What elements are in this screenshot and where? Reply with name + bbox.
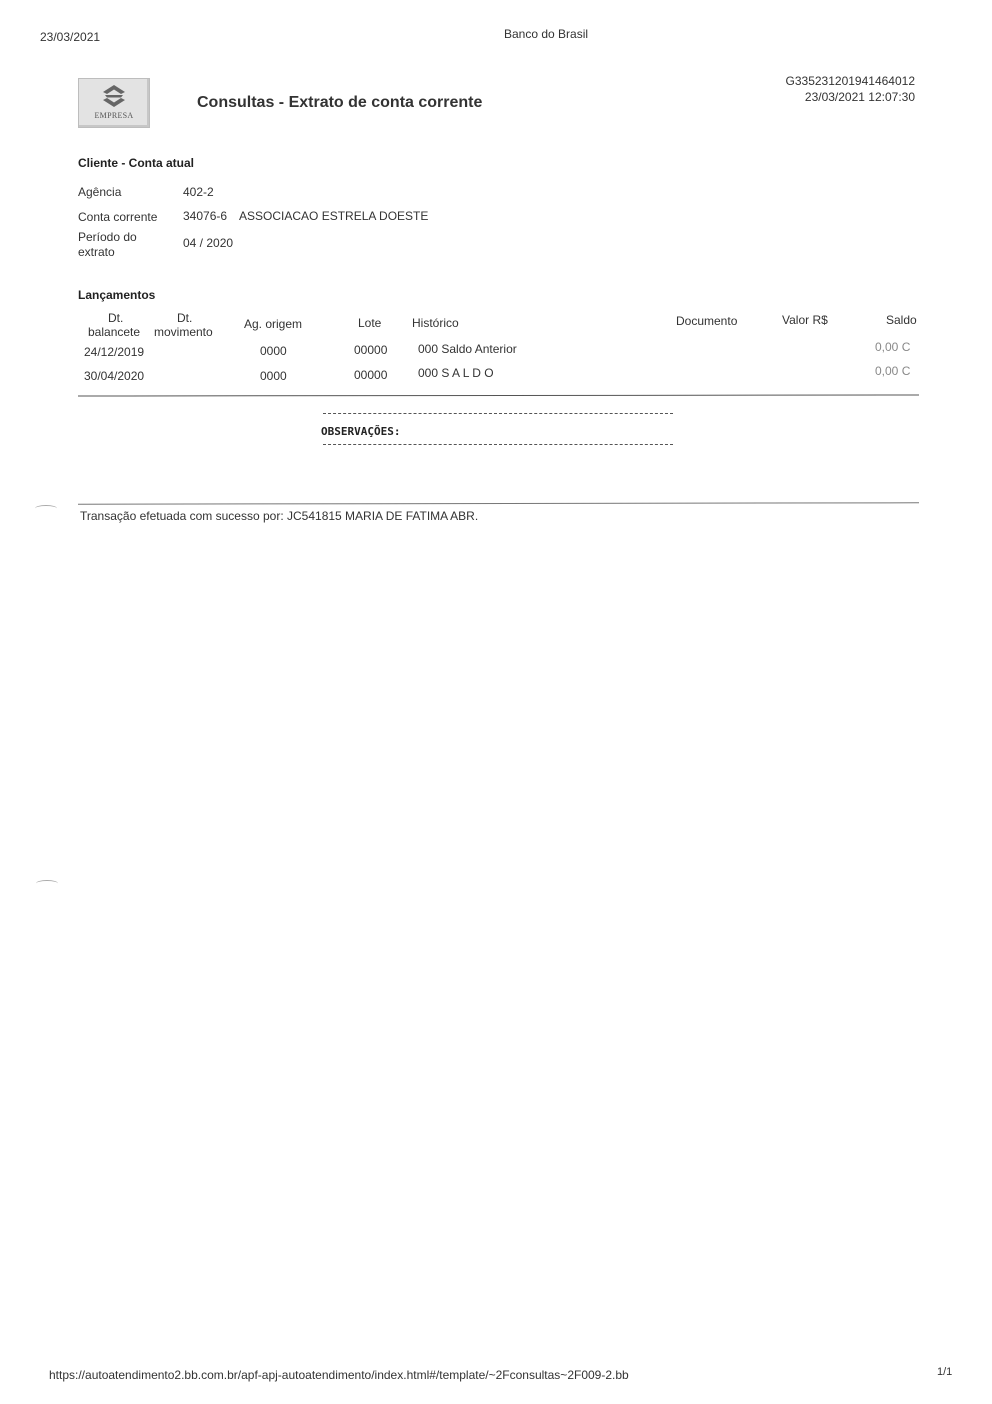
cell-saldo: 0,00 C [875, 340, 911, 354]
header-dt-balancete-line2: balancete [88, 325, 141, 339]
periodo-label-line2: extrato [78, 245, 115, 259]
print-date: 23/03/2021 [40, 30, 101, 44]
table-bottom-divider [78, 394, 919, 396]
print-page-title: Banco do Brasil [504, 27, 589, 41]
logo-label: EMPRESA [94, 111, 134, 120]
header-saldo: Saldo [886, 313, 917, 327]
footer-divider [78, 502, 919, 504]
transaction-note: Transação efetuada com sucesso por: JC541815 MARIA DE FATIMA ABR. [80, 509, 479, 523]
print-url: https://autoatendimento2.bb.com.br/apf-apj-autoatendimento/index.html#/template/~2Fconsultas~2F009-2.bb [49, 1368, 629, 1382]
cell-dt-balancete: 24/12/2019 [84, 345, 145, 359]
conta-label: Conta corrente [78, 210, 158, 224]
periodo-value: 04 / 2020 [183, 236, 234, 250]
bank-logo [78, 78, 150, 128]
banco-do-brasil-logo-icon [102, 84, 126, 108]
conta-name: ASSOCIACAO ESTRELA DOESTE [239, 209, 429, 223]
cell-historico: 000 S A L D O [418, 366, 494, 380]
scan-artifact [36, 880, 58, 887]
header-valor: Valor R$ [782, 313, 828, 327]
lancamentos-section-title: Lançamentos [78, 288, 156, 302]
cell-ag-origem: 0000 [260, 344, 287, 358]
agencia-value: 402-2 [183, 185, 214, 199]
reference-code: G335231201941464012 [785, 74, 915, 88]
cell-historico: 000 Saldo Anterior [418, 342, 517, 356]
page-number: 1/1 [937, 1366, 953, 1378]
scan-artifact [35, 505, 57, 512]
cell-ag-origem: 0000 [260, 369, 287, 383]
conta-number: 34076-6 [183, 209, 228, 223]
observacoes-bottom-divider [323, 444, 673, 445]
reference-datetime: 23/03/2021 12:07:30 [804, 90, 915, 104]
observacoes-label: OBSERVAÇÕES: [321, 425, 401, 438]
agencia-label: Agência [78, 185, 122, 199]
observacoes-top-divider [323, 413, 673, 414]
header-historico: Histórico [412, 316, 459, 330]
periodo-label-line1: Período do [78, 230, 137, 244]
cell-saldo: 0,00 C [875, 364, 911, 378]
header-lote: Lote [358, 316, 382, 330]
cell-lote: 00000 [354, 368, 388, 382]
client-section-title: Cliente - Conta atual [78, 156, 195, 170]
cell-dt-balancete: 30/04/2020 [84, 369, 145, 383]
cell-lote: 00000 [354, 343, 388, 357]
header-dt-movimento-line1: Dt. [177, 311, 193, 325]
header-dt-balancete-line1: Dt. [108, 311, 124, 325]
header-dt-movimento-line2: movimento [154, 325, 213, 339]
header-documento: Documento [676, 314, 738, 328]
header-ag-origem: Ag. origem [244, 317, 303, 331]
page-title: Consultas - Extrato de conta corrente [197, 94, 483, 111]
